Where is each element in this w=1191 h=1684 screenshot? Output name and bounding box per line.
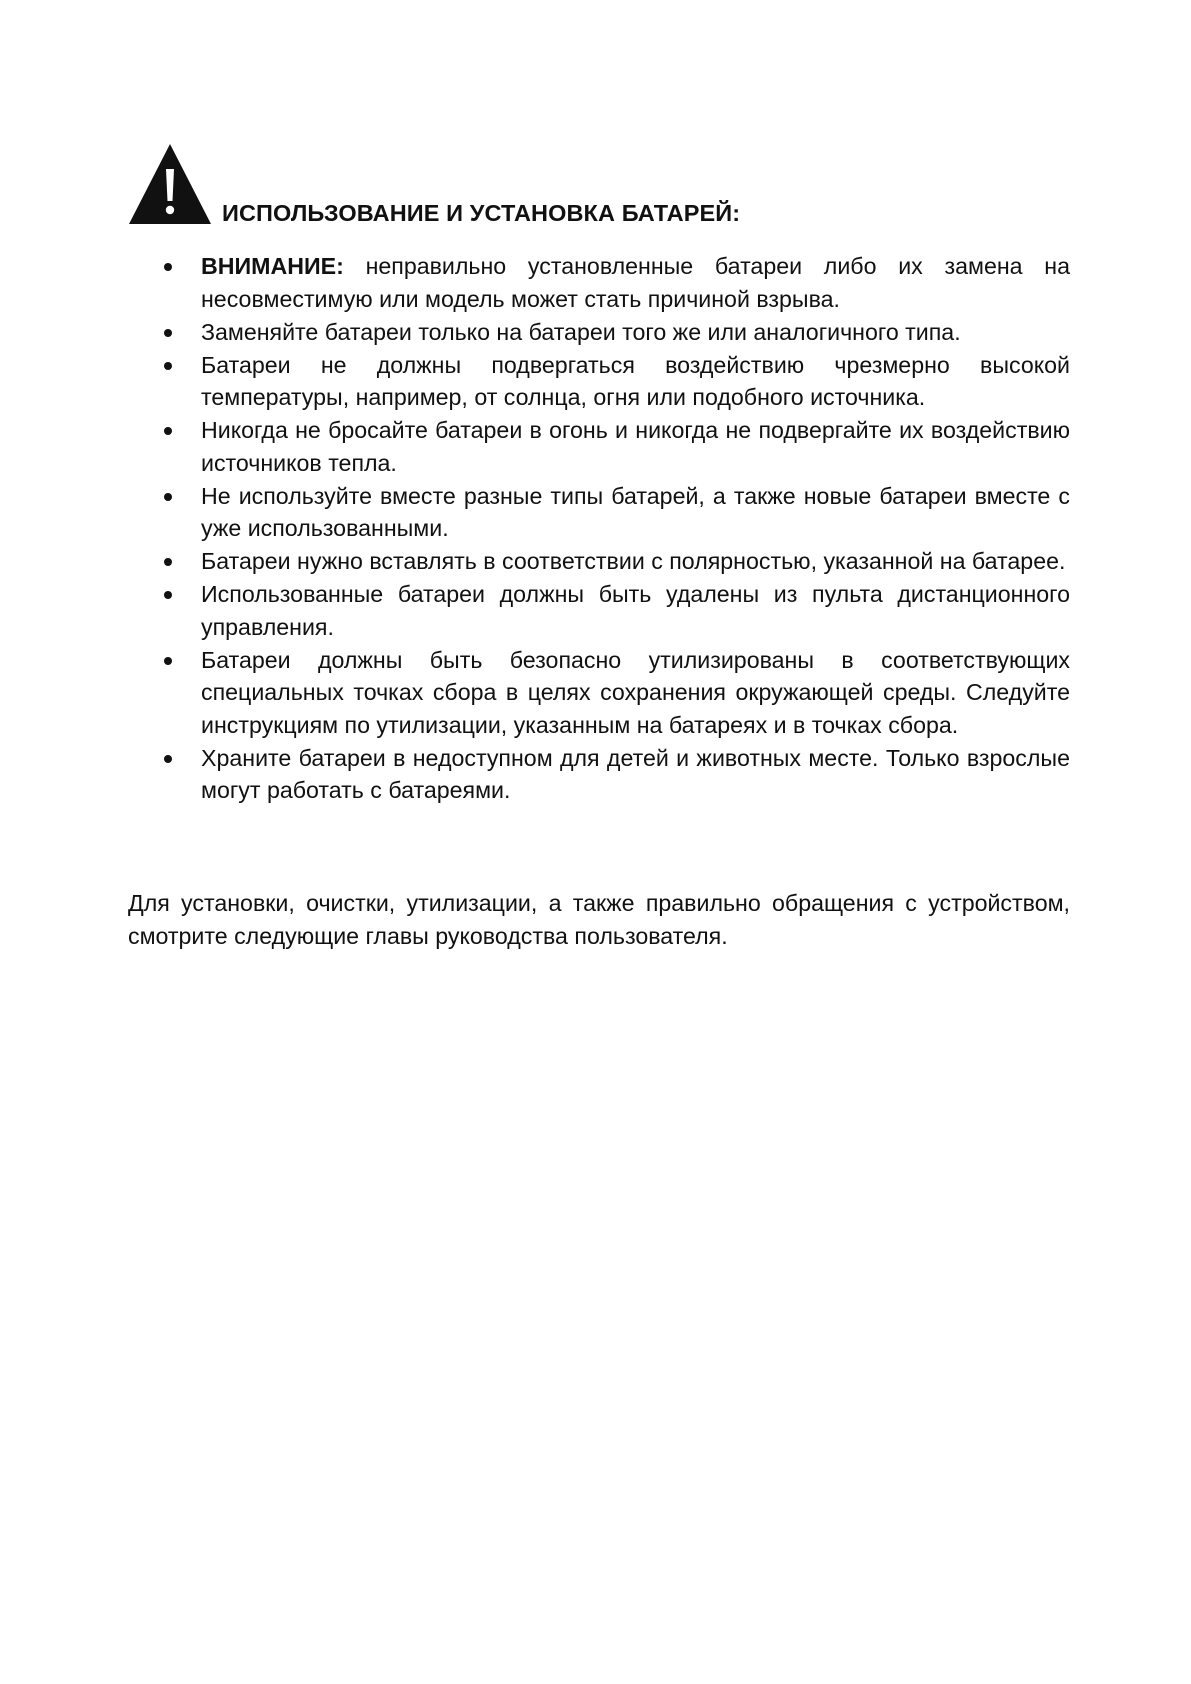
footer-paragraph: Для установки, очистки, утилизации, а также правильно обращения с устройством, смотрите следующие главы руководства пользователя. bbox=[128, 890, 1070, 949]
list-item-text: Использованные батареи должны быть удалены из пульта дистанционного управления. bbox=[201, 581, 1070, 640]
list-item-text: Никогда не бросайте батареи в огонь и никогда не подвергайте их воздействию источников тепла. bbox=[201, 417, 1070, 476]
warning-label: ВНИМАНИЕ: bbox=[201, 253, 344, 279]
bullet-icon bbox=[164, 263, 172, 271]
list-item-text: Заменяйте батареи только на батареи того же или аналогичного типа. bbox=[201, 318, 961, 345]
list-item-text: Батареи должны быть безопасно утилизированы в соответствующих специальных точках сбора в целях сохранения окружающей среды. Следуйте инструкциям по утилизации, указанным на батареях и в точках сбора. bbox=[201, 646, 1070, 738]
list-item bbox=[164, 316, 1070, 349]
bullet-icon bbox=[164, 657, 172, 665]
list-item-text: Не используйте вместе разные типы батарей, а также новые батареи вместе с уже использованными. bbox=[201, 482, 1070, 541]
bullet-icon bbox=[164, 755, 172, 763]
list-item-text: неправильно установленные батареи либо их замена на несовместимую или модель может стать причиной взрыва. bbox=[201, 253, 1070, 312]
bullet-icon bbox=[164, 591, 172, 599]
bullet-icon bbox=[164, 362, 172, 370]
list-item bbox=[164, 414, 1070, 479]
bullet-icon bbox=[164, 329, 172, 337]
battery-warnings-list bbox=[164, 250, 1070, 807]
section-heading bbox=[128, 143, 1068, 227]
list-item bbox=[164, 480, 1070, 545]
list-item bbox=[164, 742, 1070, 807]
bullet-icon bbox=[164, 558, 172, 566]
bullet-icon bbox=[164, 427, 172, 435]
list-item bbox=[164, 545, 1070, 578]
list-item bbox=[164, 578, 1070, 643]
list-item-text: Храните батареи в недоступном для детей и животных месте. Только взрослые могут работать с батареями. bbox=[201, 744, 1070, 803]
list-item bbox=[164, 349, 1070, 414]
section-title: ИСПОЛЬЗОВАНИЕ И УСТАНОВКА БАТАРЕЙ: bbox=[222, 200, 741, 226]
list-item-text: Батареи не должны подвергаться воздействию чрезмерно высокой температуры, например, от солнца, огня или подобного источника. bbox=[201, 351, 1070, 410]
list-item-text: Батареи нужно вставлять в соответствии с полярностью, указанной на батарее. bbox=[201, 548, 1066, 574]
warning-triangle-icon bbox=[128, 143, 212, 225]
bullet-icon bbox=[164, 493, 172, 501]
list-item bbox=[164, 250, 1070, 315]
list-item bbox=[164, 644, 1070, 742]
